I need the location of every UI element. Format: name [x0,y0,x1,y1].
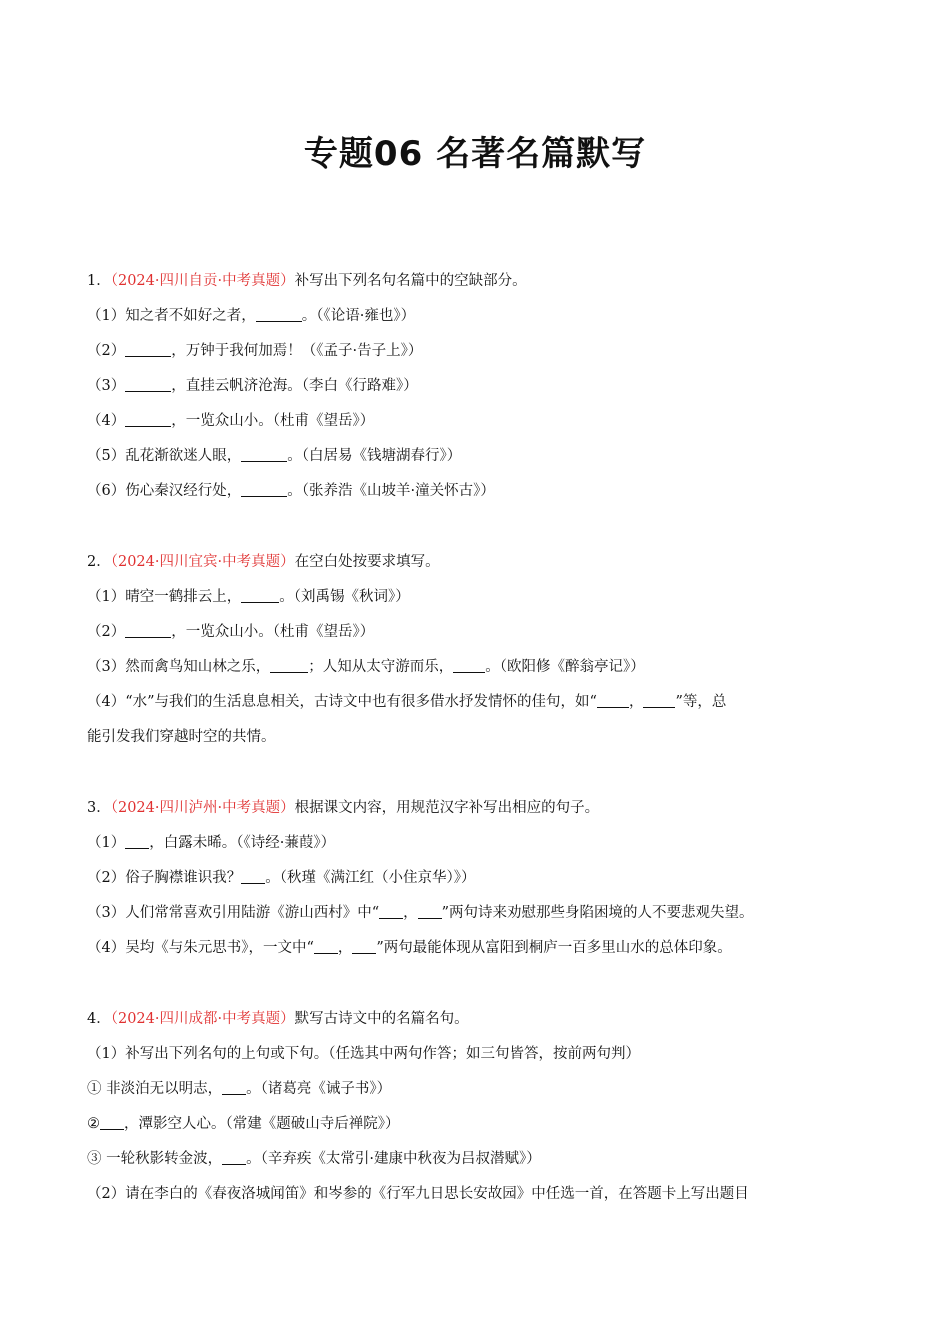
answer-blank[interactable] [379,902,403,919]
item-text: ”两句诗来劝慰那些身陷困境的人不要悲观失望。 [441,905,754,921]
item-text: ② [87,1116,100,1132]
sub-item [87,826,867,861]
sub-item [87,650,867,685]
sub-item [87,334,867,369]
sub-item [87,474,867,509]
question-prompt: 补写出下列名句名篇中的空缺部分。 [294,273,527,289]
item-text: ③ 一轮秋影转金波， [87,1151,223,1167]
item-text: （2）请在李白的《春夜洛城闻笛》和岑参的《行军九日思长安故园》中任选一首，在答题卡上写出题目 [87,1186,749,1202]
item-text: （2） [87,624,126,640]
item-text: ，一览众山小。（杜甫《望岳》） [171,413,375,429]
answer-blank[interactable] [125,832,149,849]
sub-item [87,1142,867,1177]
sub-item [87,404,867,439]
answer-blank[interactable] [125,340,171,357]
item-text: 。（诸葛亮《诫子书》） [246,1081,392,1097]
item-text: 。（白居易《钱塘湖春行》） [287,448,462,464]
answer-blank[interactable] [222,1148,246,1165]
question-header [87,791,867,826]
sub-item [87,439,867,474]
item-text: ① 非淡泊无以明志， [87,1081,223,1097]
answer-blank[interactable] [597,691,629,708]
item-text: 。（秋瑾《满江红（小住京华）》） [265,870,476,886]
item-text: ， [628,694,644,710]
item-text: 。（《论语·雍也》） [301,308,416,324]
question-4 [87,1002,867,1212]
item-text: ， [337,940,353,956]
item-text: 。（欧阳修《醉翁亭记》） [485,659,645,675]
page-title: 专题06 名著名篇默写 [303,134,647,174]
item-text: （3） [87,378,126,394]
item-text: ”等，总 [675,694,727,710]
sub-item [87,1107,867,1142]
item-text: （2）俗子胸襟谁识我？ [87,870,242,886]
item-text: 。（张养浩《山坡羊·潼关怀古》） [287,483,495,499]
item-text: （3）人们常常喜欢引用陆游《游山西村》中“ [87,905,380,921]
answer-blank[interactable] [125,621,171,638]
question-1 [87,264,867,509]
sub-item-continued [87,720,867,755]
answer-blank[interactable] [643,691,675,708]
question-number: 4． [87,1011,111,1027]
sub-item [87,615,867,650]
item-text: （5）乱花渐欲迷人眼， [87,448,242,464]
item-text: （6）伤心秦汉经行处， [87,483,242,499]
answer-blank[interactable] [241,445,287,462]
answer-blank[interactable] [241,867,265,884]
item-text: （1）晴空一鹤排云上， [87,589,242,605]
answer-blank[interactable] [314,937,338,954]
sub-item [87,369,867,404]
item-text: （4） [87,413,126,429]
item-text: ，直挂云帆济沧海。（李白《行路难》） [171,378,418,394]
answer-blank[interactable] [125,375,171,392]
question-source: （2024·四川宜宾·中考真题） [110,554,295,570]
sub-item [87,299,867,334]
item-text: ， [403,905,418,921]
answer-blank[interactable] [241,480,287,497]
question-header [87,264,867,299]
item-text: （2） [87,343,126,359]
question-prompt: 根据课文内容，用规范汉字补写出相应的句子。 [294,800,600,816]
question-source: （2024·四川泸州·中考真题） [110,800,295,816]
question-number: 3． [87,800,111,816]
question-prompt: 在空白处按要求填写。 [294,554,440,570]
item-text: ；人知从太守游而乐， [308,659,454,675]
item-text: （1）知之者不如好之者， [87,308,256,324]
question-number: 2． [87,554,111,570]
sub-item [87,1072,867,1107]
sub-item [87,861,867,896]
answer-blank[interactable] [352,937,376,954]
item-text: 。（辛弃疾《太常引·建康中秋夜为吕叔潜赋》） [246,1151,541,1167]
question-source: （2024·四川自贡·中考真题） [110,273,295,289]
answer-blank[interactable] [222,1078,246,1095]
answer-blank[interactable] [453,656,485,673]
question-2 [87,545,867,755]
question-source: （2024·四川成都·中考真题） [110,1011,295,1027]
item-text: （4）“水”与我们的生活息息相关，古诗文中也有很多借水抒发情怀的佳句，如“ [87,694,597,710]
sub-item [87,685,867,720]
item-text: 能引发我们穿越时空的共情。 [87,729,276,745]
question-header [87,545,867,580]
item-text: ，白露未晞。（《诗经·蒹葭》） [149,835,336,851]
question-number: 1． [87,273,111,289]
sub-item [87,580,867,615]
item-text: （4）吴均《与朱元思书》，一文中“ [87,940,314,956]
item-text: （1）补写出下列名句的上句或下句。（任选其中两句作答；如三句皆答，按前两句判） [87,1046,640,1062]
item-text: ”两句最能体现从富阳到桐庐一百多里山水的总体印象。 [376,940,732,956]
answer-blank[interactable] [256,305,302,322]
question-prompt: 默写古诗文中的名篇名句。 [294,1011,469,1027]
answer-blank[interactable] [418,902,442,919]
sub-item [87,1177,867,1212]
question-3 [87,791,867,966]
sub-item [87,931,867,966]
item-text: 。（刘禹锡《秋词》） [279,589,410,605]
question-list [87,264,867,1248]
item-text: ，一览众山小。（杜甫《望岳》） [171,624,375,640]
answer-blank[interactable] [270,656,308,673]
answer-blank[interactable] [241,586,279,603]
sub-item [87,1037,867,1072]
item-text: （1） [87,835,126,851]
item-text: ，潭影空人心。（常建《题破山寺后禅院》） [124,1116,400,1132]
answer-blank[interactable] [125,410,171,427]
sub-item [87,896,867,931]
question-header [87,1002,867,1037]
item-text: ，万钟于我何加焉！（《孟子·告子上》） [171,343,423,359]
item-text: （3）然而禽鸟知山林之乐， [87,659,271,675]
answer-blank[interactable] [100,1113,124,1130]
